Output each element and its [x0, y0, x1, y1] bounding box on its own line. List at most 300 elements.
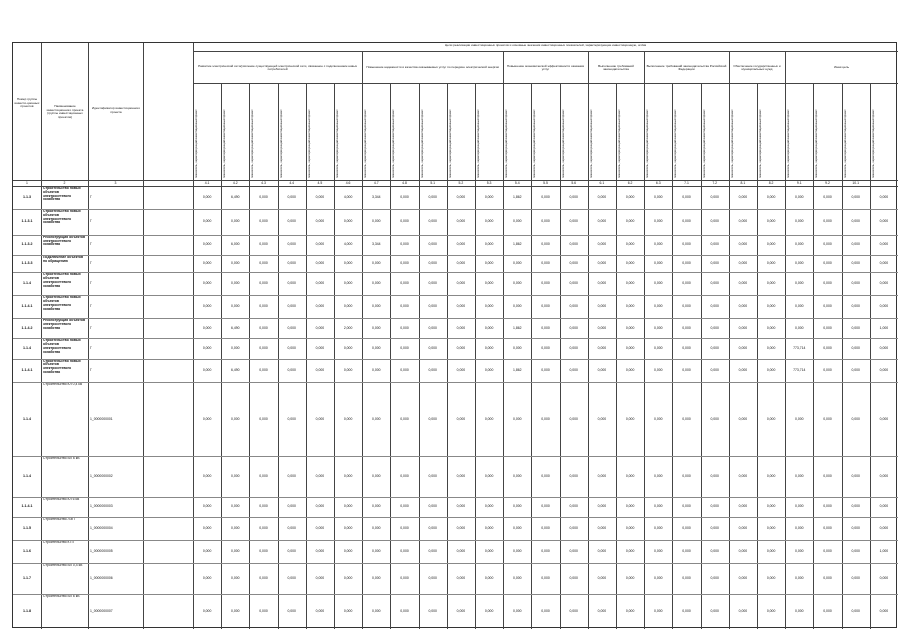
cell-value: 0,000	[738, 548, 748, 553]
col-number: 4.3	[261, 181, 266, 185]
cell-value: 0,000	[372, 219, 381, 224]
cell-value: 0,000	[484, 504, 494, 509]
header-col-desc: показатель, характеризующий инвестиционный проект	[646, 109, 650, 178]
num-row-bottom	[13, 186, 898, 187]
cell-value: 0,000	[823, 576, 832, 581]
cell-value: 0,000	[597, 416, 607, 421]
cell-value: 0,000	[710, 325, 719, 330]
cell-value: 0,000	[710, 242, 719, 247]
header-col-desc: показатель, характеризующий инвестиционный проект	[392, 109, 396, 178]
group-divider	[644, 51, 645, 83]
cell-value: 0,000	[202, 416, 212, 421]
cell-value: 0,000	[456, 304, 466, 309]
cell-value: 0,000	[231, 219, 240, 224]
cell-value: 0,000	[879, 304, 889, 309]
row-id: Г	[90, 261, 92, 266]
cell-value: 0,000	[287, 474, 296, 479]
cell-value: 0,000	[231, 474, 240, 479]
cell-value: 0,000	[569, 525, 578, 530]
grid-col-line	[813, 83, 814, 629]
row-divider	[13, 563, 898, 564]
cell-value: 0,000	[738, 346, 748, 351]
col-number: 8.2	[768, 181, 774, 185]
cell-value: 0,000	[202, 281, 212, 286]
cell-value: 0,000	[428, 548, 437, 553]
header-col-desc: показатель, характеризующий инвестиционный проект	[787, 109, 791, 178]
cell-value: 0,000	[654, 548, 663, 553]
cell-value: 0,000	[710, 304, 719, 309]
cell-value: 0,000	[766, 261, 776, 266]
cell-value: 1,862	[513, 325, 522, 330]
col-number: 7.2	[712, 181, 718, 185]
row-name: Реконструкция объектов электросетевого хозяйства	[43, 319, 86, 330]
col-number: 4.4	[289, 181, 295, 185]
cell-value: 0,000	[231, 346, 240, 351]
cell-value: 0,000	[231, 281, 240, 286]
col-number: 7.1	[684, 181, 689, 185]
cell-value: 0,000	[315, 416, 325, 421]
cell-value: 0,000	[738, 281, 748, 286]
cell-value: 0,000	[682, 242, 691, 247]
row-code: 1.1.3.2	[21, 242, 33, 247]
cell-value: 0,000	[569, 504, 578, 509]
col-number: 5.4	[514, 181, 520, 185]
cell-value: 0,000	[287, 325, 296, 330]
cell-value: 1,000	[879, 548, 889, 553]
header-col-desc: показатель, характеризующий инвестиционный проект	[871, 109, 875, 178]
cell-value: 0,000	[343, 416, 353, 421]
cell-value: 0,000	[456, 416, 466, 421]
cell-value: 0,000	[372, 367, 381, 372]
cell-value: 0,000	[682, 304, 691, 309]
header-left-number: Номер группы инвести-ционных проектов	[14, 98, 40, 108]
cell-value: 0,000	[259, 242, 268, 247]
cell-value: 0,000	[795, 281, 804, 286]
cell-value: 0,000	[738, 367, 748, 372]
cell-value: 0,000	[372, 609, 381, 614]
col-number: 2	[63, 181, 66, 185]
cell-value: 0,000	[400, 504, 409, 509]
grid-col-line	[616, 83, 617, 629]
col-number: 4.7	[373, 181, 379, 185]
cell-value: 0,000	[343, 474, 353, 479]
cell-value: 0,000	[259, 281, 268, 286]
cell-value: 0,000	[823, 261, 832, 266]
cell-value: 0,000	[766, 367, 776, 372]
grid-col-line	[390, 83, 391, 629]
cell-value: 0,000	[202, 304, 212, 309]
cell-value: 0,000	[879, 416, 889, 421]
cell-value: 773,714	[793, 346, 806, 351]
cell-value: 0,000	[654, 474, 663, 479]
cell-value: 0,000	[372, 325, 381, 330]
cell-value: 0,000	[428, 525, 437, 530]
cell-value: 0,000	[569, 195, 578, 199]
cell-value: 0,000	[513, 346, 522, 351]
col-number: 4.6	[345, 181, 351, 185]
cell-value: 0,000	[202, 219, 212, 224]
header-top-group: Цели реализации инвестиционных проектов и основные значения инвестиционных показателей, характеризующие инвестиционную, шт/км	[444, 44, 647, 47]
cell-value: 0,000	[428, 474, 437, 479]
cell-value: 0,000	[569, 325, 578, 330]
cell-value: 0,000	[879, 242, 889, 247]
cell-value: 0,000	[372, 261, 381, 266]
row-id: Г	[90, 281, 92, 286]
header-left-name: Наименование инвестиционного проекта (группы инвестиционных проектов)	[46, 105, 84, 119]
cell-value: 0,000	[484, 261, 494, 266]
cell-value: 0,000	[823, 548, 832, 553]
cell-value: 0,000	[682, 367, 691, 372]
cell-value: 0,000	[597, 242, 607, 247]
cell-value: 0,000	[597, 219, 607, 224]
grid-col-line	[672, 83, 673, 629]
cell-value: 0,000	[456, 548, 466, 553]
cell-value: 0,000	[682, 525, 691, 530]
cell-value: 0,000	[654, 525, 663, 530]
header-col-desc: показатель, характеризующий инвестиционный проект	[674, 109, 678, 178]
cell-value: 0,000	[513, 281, 522, 286]
row-id: 1_0000000003	[90, 504, 113, 509]
cell-value: 0,000	[766, 281, 776, 286]
col-number: 1	[26, 181, 28, 185]
row-id: Г	[90, 304, 92, 309]
cell-value: 0,000	[372, 504, 381, 509]
cell-value: 0,000	[851, 576, 860, 581]
cell-value: 0,000	[202, 367, 212, 372]
row-divider	[13, 318, 898, 319]
cell-value: 0,000	[654, 504, 663, 509]
cell-value: 0,000	[569, 474, 578, 479]
cell-value: 0,000	[456, 609, 466, 614]
grid-col-line	[842, 83, 843, 629]
cell-value: 0,000	[202, 576, 212, 581]
group-row-bottom	[193, 83, 898, 84]
cell-value: 0,000	[259, 325, 268, 330]
cell-value: 0,000	[597, 325, 607, 330]
cell-value: 0,000	[513, 504, 522, 509]
cell-value: 0,000	[597, 281, 607, 286]
cell-value: 0,000	[738, 474, 748, 479]
cell-value: 0,000	[202, 261, 212, 266]
cell-value: 0,000	[372, 281, 381, 286]
cell-value: 0,000	[795, 416, 804, 421]
cell-value: 0,000	[343, 281, 353, 286]
cell-value: 0,000	[795, 576, 804, 581]
cell-value: 0,000	[259, 304, 268, 309]
cell-value: 0,000	[231, 304, 240, 309]
row-name: Строительство новых объектов электросетевого хозяйства	[43, 296, 81, 311]
cell-value: 0,000	[400, 325, 409, 330]
cell-value: 0,000	[654, 261, 663, 266]
cell-value: 0,000	[456, 346, 466, 351]
cell-value: 0,000	[654, 304, 663, 309]
cell-value: 0,000	[343, 346, 353, 351]
cell-value: 0,000	[315, 525, 325, 530]
cell-value: 0,000	[484, 346, 494, 351]
cell-value: 0,000	[738, 242, 748, 247]
cell-value: 0,000	[315, 576, 325, 581]
row-divider	[13, 497, 898, 498]
cell-value: 0,000	[823, 195, 832, 199]
header-left-id: Идентификатор инвестиционного проекта	[91, 107, 141, 114]
cell-value: 0,000	[625, 281, 635, 286]
cell-value: 0,000	[202, 346, 212, 351]
cell-value: 0,000	[710, 548, 719, 553]
row-id: 1_0000000004	[90, 525, 113, 530]
cell-value: 0,000	[372, 525, 381, 530]
row-divider	[13, 359, 898, 360]
header-col-desc: показатель, характеризующий инвестиционный проект	[843, 109, 847, 178]
cell-value: 0,000	[541, 525, 550, 530]
row-code: 1.1.3.1	[21, 219, 33, 224]
row-id: 1_0000000002	[90, 474, 113, 479]
row-name: Строительство ВЛ 0,4 кВ	[43, 563, 83, 567]
cell-value: 0,000	[823, 242, 832, 247]
cell-value: 0,000	[541, 474, 550, 479]
cell-value: 0,000	[710, 609, 719, 614]
cell-value: 0,000	[710, 281, 719, 286]
header-col-desc: показатель, характеризующий инвестиционный проект	[533, 109, 537, 178]
cell-value: 0,000	[259, 261, 268, 266]
cell-value: 0,000	[597, 195, 607, 199]
cell-value: 0,000	[795, 219, 804, 224]
col-number: 6.2	[627, 181, 633, 185]
grid-col-line	[729, 83, 730, 629]
grid-col-line	[278, 83, 279, 629]
cell-value: 0,000	[710, 346, 719, 351]
grid-col-line	[447, 83, 448, 629]
cell-value: 0,000	[879, 261, 889, 266]
cell-value: 0,000	[287, 281, 296, 286]
cell-value: 0,000	[738, 504, 748, 509]
cell-value: 0,000	[625, 525, 635, 530]
cell-value: 0,000	[569, 367, 578, 372]
cell-value: 0,000	[202, 195, 212, 199]
cell-value: 0,000	[682, 416, 691, 421]
cell-value: 0,000	[400, 261, 409, 266]
cell-value: 0,000	[231, 504, 240, 509]
cell-value: 0,000	[795, 304, 804, 309]
cell-value: 0,000	[456, 474, 466, 479]
cell-value: 0,000	[654, 325, 663, 330]
row-name: Строительство КЛ 6 кВ	[43, 497, 80, 501]
cell-value: 0,000	[710, 525, 719, 530]
cell-value: 0,000	[259, 576, 268, 581]
cell-value: 0,000	[541, 576, 550, 581]
row-name: Строительство ВЛ 6 кВ	[43, 457, 80, 461]
cell-value: 0,000	[541, 325, 550, 330]
row-divider	[13, 540, 898, 541]
cell-value: 0,000	[597, 346, 607, 351]
cell-value: 0,000	[851, 609, 860, 614]
cell-value: 0,000	[625, 474, 635, 479]
cell-value: 0,000	[851, 281, 860, 286]
cell-value: 0,000	[513, 609, 522, 614]
cell-value: 0,000	[343, 576, 353, 581]
cell-value: 0,000	[541, 367, 550, 372]
header-col-desc: показатель, характеризующий инвестиционный проект	[364, 109, 368, 178]
cell-value: 0,000	[795, 474, 804, 479]
row-id: 1_0000000007	[90, 609, 113, 614]
header-col-desc: показатель, характеризующий инвестиционный проект	[730, 109, 734, 178]
cell-value: 0,000	[484, 548, 494, 553]
row-divider	[13, 272, 898, 273]
header-group-5: Выполнение требований законодательства Российской Федерации	[646, 63, 727, 71]
cell-value: 0,000	[287, 548, 296, 553]
cell-value: 0,000	[513, 219, 522, 224]
cell-value: 0,000	[343, 367, 353, 372]
cell-value: 0,000	[315, 367, 325, 372]
header-col-desc: показатель, характеризующий инвестиционный проект	[759, 109, 762, 178]
header-col-desc: показатель, характеризующий инвестиционный проект	[477, 109, 480, 178]
cell-value: 0,000	[738, 416, 748, 421]
cell-value: 0,000	[428, 325, 437, 330]
row-divider	[13, 295, 898, 296]
cell-value: 0,000	[625, 504, 635, 509]
cell-value: 0,000	[823, 304, 832, 309]
row-code: 1.1.4	[23, 346, 31, 351]
cell-value: 0,000	[766, 576, 776, 581]
cell-value: 0,000	[597, 548, 607, 553]
cell-value: 0,000	[456, 195, 466, 199]
cell-value: 0,000	[682, 609, 691, 614]
cell-value: 0,000	[569, 281, 578, 286]
cell-value: 0,000	[343, 304, 353, 309]
cell-value: 0,000	[654, 346, 663, 351]
cell-value: 0,000	[682, 281, 691, 286]
cell-value: 0,000	[287, 242, 296, 247]
cell-value: 6,490	[231, 325, 240, 330]
col-number: 4.8	[402, 181, 407, 185]
cell-value: 0,000	[625, 548, 635, 553]
cell-value: 0,000	[710, 504, 719, 509]
cell-value: 0,000	[372, 576, 381, 581]
cell-value: 0,000	[710, 416, 719, 421]
cell-value: 0,000	[625, 367, 635, 372]
cell-value: 0,000	[795, 242, 804, 247]
cell-value: 0,000	[456, 281, 466, 286]
row-divider	[13, 594, 898, 595]
cell-value: 0,000	[513, 474, 522, 479]
cell-value: 1,000	[879, 325, 889, 330]
grid-col-line	[221, 83, 222, 629]
cell-value: 4,000	[343, 242, 353, 247]
cell-value: 0,000	[851, 367, 860, 372]
row-code: 1.1.5	[23, 525, 31, 530]
cell-value: 0,000	[682, 474, 691, 479]
cell-value: 0,000	[372, 548, 381, 553]
cell-value: 0,000	[484, 474, 494, 479]
cell-value: 0,000	[202, 525, 212, 530]
col-number: 6.3	[655, 181, 661, 185]
cell-value: 0,000	[795, 195, 804, 199]
cell-value: 0,000	[823, 219, 832, 224]
header-top-divider	[193, 51, 898, 52]
cell-value: 0,000	[625, 195, 635, 199]
cell-value: 0,000	[287, 367, 296, 372]
header-col-desc: показатель, характеризующий инвестиционный проект	[702, 109, 706, 178]
cell-value: 0,000	[484, 281, 494, 286]
cell-value: 0,000	[851, 261, 860, 266]
cell-value: 0,000	[597, 576, 607, 581]
cell-value: 0,000	[766, 474, 776, 479]
cell-value: 0,000	[428, 281, 437, 286]
cell-value: 0,000	[484, 525, 494, 530]
cell-value: 0,000	[738, 195, 748, 199]
cell-value: 0,000	[851, 548, 860, 553]
row-name: Строительство новых объектов электросетевого хозяйства	[43, 210, 81, 225]
cell-value: 0,000	[541, 219, 550, 224]
cell-value: 0,000	[456, 261, 466, 266]
cell-value: 0,000	[428, 504, 437, 509]
cell-value: 0,000	[315, 609, 325, 614]
cell-value: 0,000	[231, 416, 240, 421]
cell-value: 0,000	[569, 261, 578, 266]
cell-value: 0,000	[343, 261, 353, 266]
row-name: Строительство КТП	[43, 540, 75, 544]
cell-value: 0,000	[823, 525, 832, 530]
cell-value: 0,000	[851, 219, 860, 224]
cell-value: 0,000	[315, 242, 325, 247]
grid-col-line	[306, 83, 307, 629]
cell-value: 0,000	[823, 281, 832, 286]
grid-col-line	[419, 83, 420, 629]
cell-value: 773,714	[793, 367, 806, 372]
cell-value: 0,000	[851, 474, 860, 479]
cell-value: 0,000	[851, 416, 860, 421]
group-divider	[362, 51, 363, 83]
cell-value: 0,000	[259, 609, 268, 614]
cell-value: 0,000	[400, 576, 409, 581]
cell-value: 0,000	[202, 504, 212, 509]
cell-value: 0,000	[513, 548, 522, 553]
grid-col-line	[503, 83, 504, 629]
cell-value: 1,862	[513, 195, 522, 199]
cell-value: 0,000	[710, 367, 719, 372]
cell-value: 0,000	[879, 195, 889, 199]
cell-value: 0,000	[879, 219, 889, 224]
cell-value: 0,000	[315, 219, 325, 224]
row-id: Г	[90, 242, 92, 247]
cell-value: 0,000	[372, 416, 381, 421]
cell-value: 0,000	[456, 367, 466, 372]
cell-value: 0,000	[259, 504, 268, 509]
row-id: Г	[90, 367, 92, 372]
cell-value: 0,000	[823, 416, 832, 421]
cell-value: 0,000	[597, 609, 607, 614]
cell-value: 0,000	[879, 367, 889, 372]
cell-value: 0,000	[823, 325, 832, 330]
group-divider	[503, 51, 504, 83]
cell-value: 0,000	[710, 474, 719, 479]
cell-value: 0,000	[879, 346, 889, 351]
cell-value: 0,000	[569, 242, 578, 247]
cell-value: 0,000	[738, 576, 748, 581]
cell-value: 0,000	[654, 576, 663, 581]
cell-value: 0,000	[541, 242, 550, 247]
cell-value: 0,000	[625, 304, 635, 309]
cell-value: 0,000	[287, 576, 296, 581]
cell-value: 0,000	[315, 261, 325, 266]
cell-value: 0,000	[597, 474, 607, 479]
cell-value: 0,000	[654, 609, 663, 614]
cell-value: 0,000	[879, 576, 889, 581]
cell-value: 0,000	[625, 261, 635, 266]
cell-value: 0,000	[428, 346, 437, 351]
cell-value: 0,000	[738, 304, 748, 309]
row-code: 1.1.6	[23, 548, 31, 553]
cell-value: 0,000	[428, 261, 437, 266]
